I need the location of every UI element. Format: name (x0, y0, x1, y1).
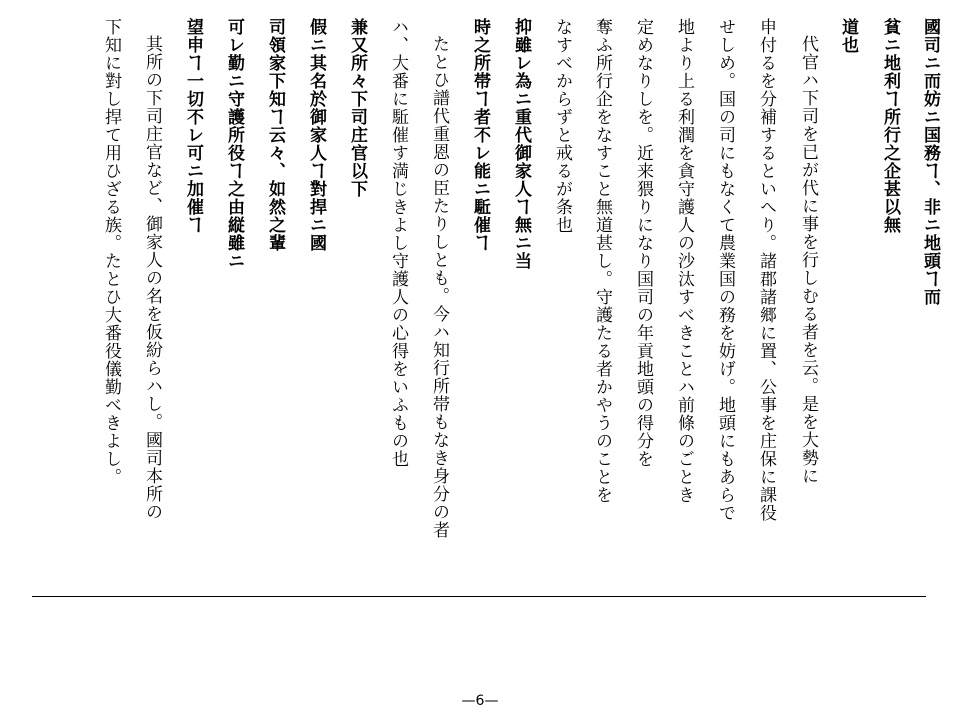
text-column: 代官ハ下司を已が代に事を行しむる者を云。是を大勢に (798, 35, 818, 485)
text-column: 兼又所々下司庄官以下 (347, 18, 367, 198)
text-column: たとひ譜代重恩の臣たりしとも。今ハ知行所帯もなき身分の者 (429, 35, 449, 539)
text-column: 道也 (838, 18, 858, 54)
text-column: 奪ふ所行企をなすこと無道甚し。守護たる者かやうのことを (592, 18, 612, 504)
text-column: 望申ヿ一切不レ可ニ加催ヿ (183, 18, 203, 234)
footer-divider (32, 596, 926, 597)
text-column: ハ、大番に駈催す満じきよし守護人の心得をいふもの也 (388, 18, 408, 468)
text-column: 下知に對し捍て用ひざる族。たとひ大番役儀勤べきよし。 (101, 18, 121, 486)
text-column: せしめ。国の司にもなくて農業国の務を妨げ。地頭にもあらで (715, 18, 735, 522)
text-column: 貧ニ地利ヿ所行之企甚以無 (880, 18, 900, 234)
text-column: 定めなりしを。近来猥りになり国司の年貢地頭の得分を (633, 18, 653, 468)
page-number: —6— (461, 693, 499, 709)
text-column: 假ニ其名於御家人ヿ對捍ニ國 (306, 18, 326, 252)
text-column: 時之所帯ヿ者不レ能ニ駈催ヿ (470, 18, 490, 252)
vertical-text-body (40, 14, 940, 574)
text-column: 地より上る利潤を貪守護人の沙汰すべきことハ前條のごとき (674, 18, 694, 504)
text-column: 可レ勤ニ守護所役ヿ之由縦雖ニ (224, 18, 244, 270)
text-column: 抑雖レ為ニ重代御家人ヿ無ニ当 (511, 18, 531, 270)
text-column: 司領家下知ヿ云々、如然之輩 (265, 18, 285, 252)
text-column: 申付るを分補するといへり。諸郡諸郷に置、公事を庄保に課役 (756, 18, 776, 522)
text-column: 其所の下司庄官など、御家人の名を仮紛らハし。國司本所の (142, 35, 162, 521)
text-column: 國司ニ而妨ニ国務ヿ、非ニ地頭ヿ而 (920, 18, 940, 306)
text-column: なすべからずと戒るが条也 (552, 18, 572, 234)
